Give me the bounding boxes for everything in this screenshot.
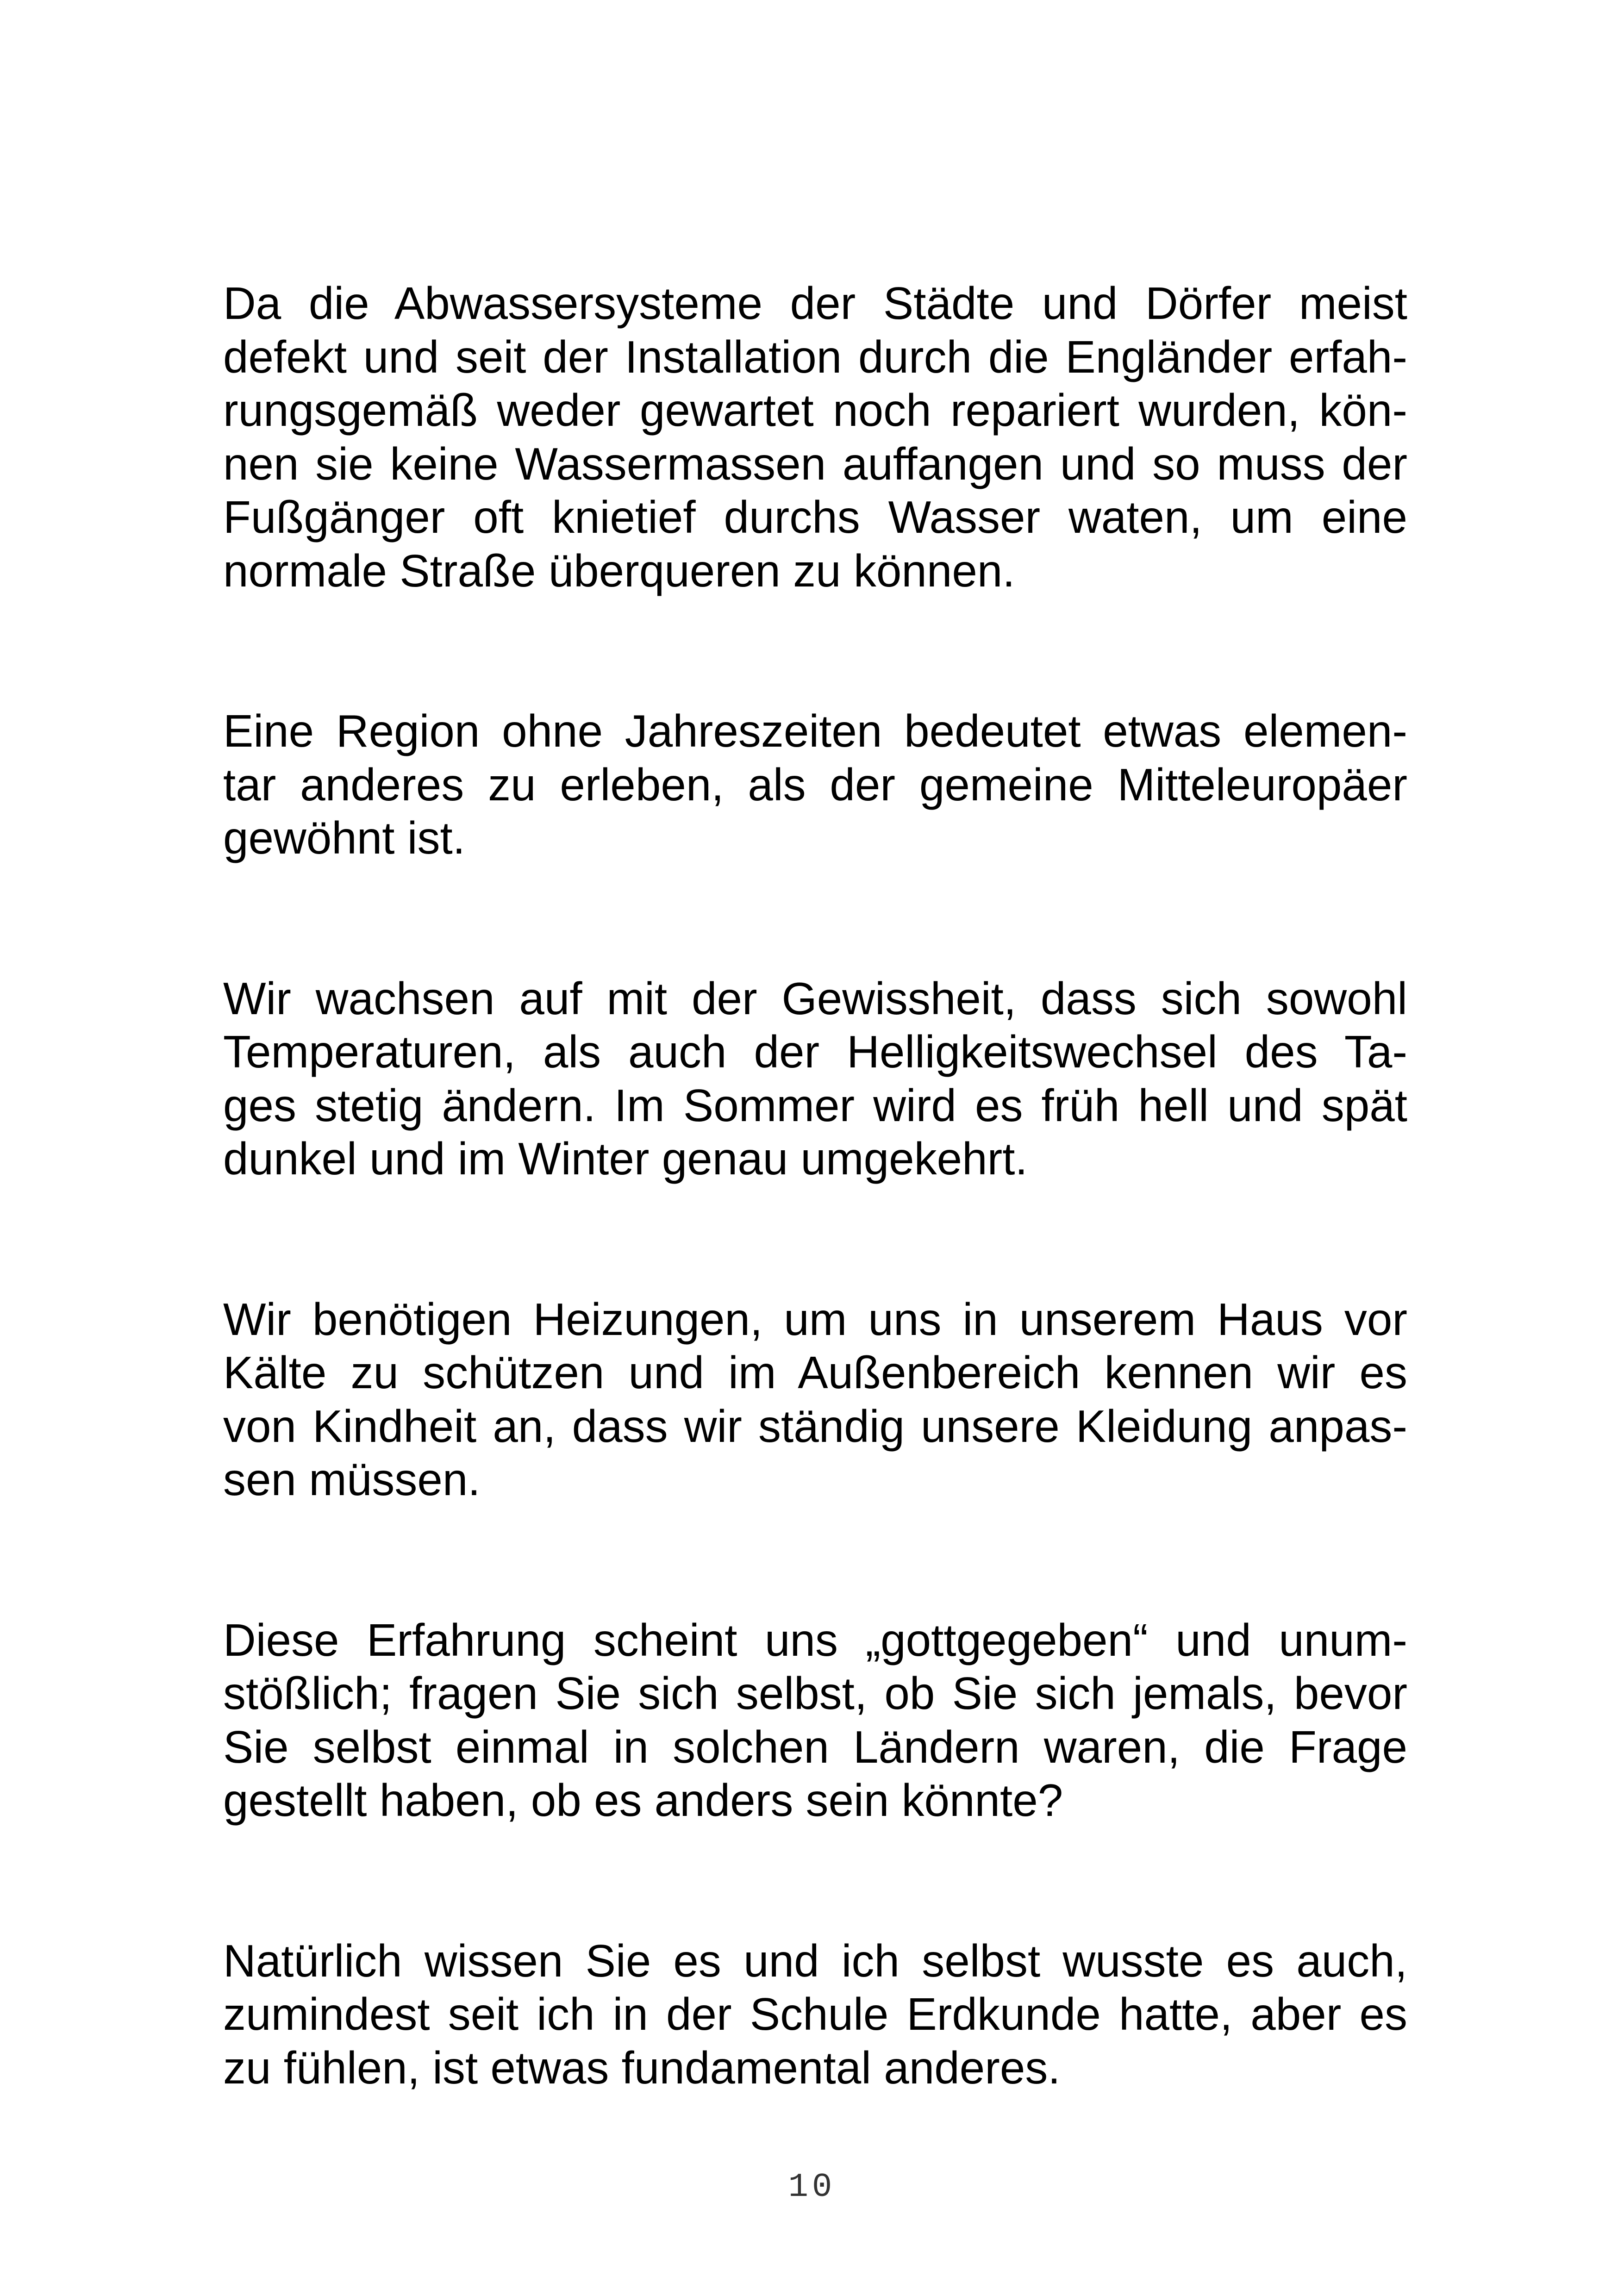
- text-line: Fußgänger oft knietief durchs Wasser waten, um eine: [223, 492, 1407, 543]
- page-number: 10: [788, 2168, 836, 2206]
- text-line: ges stetig ändern. Im Sommer wird es früh hell und spät: [223, 1079, 1407, 1131]
- text-line: Sie selbst einmal in solchen Ländern waren, die Frage: [223, 1721, 1407, 1772]
- text-line: Natürlich wissen Sie es und ich selbst wusste es auch,: [223, 1935, 1407, 1986]
- text-line: zu fühlen, ist etwas fundamental anderes.: [223, 2042, 1061, 2093]
- text-line: dunkel und im Winter genau umgekehrt.: [223, 1133, 1028, 1184]
- text-line: Wir benötigen Heizungen, um uns in unserem Haus vor: [223, 1293, 1407, 1345]
- text-line: tar anderes zu erleben, als der gemeine Mitteleuropäer: [223, 759, 1407, 810]
- text-line: Eine Region ohne Jahreszeiten bedeutet etwas elemen-: [223, 705, 1407, 756]
- text-line: normale Straße überqueren zu können.: [223, 545, 1015, 596]
- text-line: rungsgemäß weder gewartet noch repariert wurden, kön-: [223, 385, 1407, 436]
- text-line: zumindest seit ich in der Schule Erdkunde hatte, aber es: [223, 1989, 1407, 2039]
- text-line: defekt und seit der Installation durch die Engländer erfah-: [223, 331, 1407, 382]
- text-line: Da die Abwassersysteme der Städte und Dörfer meist: [223, 278, 1407, 329]
- text-line: gewöhnt ist.: [223, 812, 465, 863]
- text-line: Wir wachsen auf mit der Gewissheit, dass sich sowohl: [223, 973, 1407, 1024]
- text-line: stößlich; fragen Sie sich selbst, ob Sie sich jemals, bevor: [223, 1668, 1407, 1719]
- paragraph-6: [223, 1934, 1407, 2095]
- text-line: Kälte zu schützen und im Außenbereich kennen wir es: [223, 1347, 1407, 1398]
- paragraph-3: [223, 972, 1407, 1186]
- text-line: Diese Erfahrung scheint uns „gottgegeben“ und unum-: [223, 1614, 1407, 1665]
- paragraph-5: [223, 1614, 1407, 1827]
- text-line: gestellt haben, ob es anders sein könnte?: [223, 1775, 1063, 1826]
- body-text: [223, 277, 1407, 2201]
- paragraph-1: [223, 277, 1407, 598]
- text-line: Temperaturen, als auch der Helligkeitswechsel des Ta-: [223, 1026, 1407, 1077]
- paragraph-4: [223, 1293, 1407, 1507]
- paragraph-2: [223, 705, 1407, 865]
- text-line: sen müssen.: [223, 1454, 481, 1505]
- text-line: von Kindheit an, dass wir ständig unsere Kleidung anpas-: [223, 1400, 1407, 1452]
- text-line: nen sie keine Wassermassen auffangen und so muss der: [223, 438, 1407, 489]
